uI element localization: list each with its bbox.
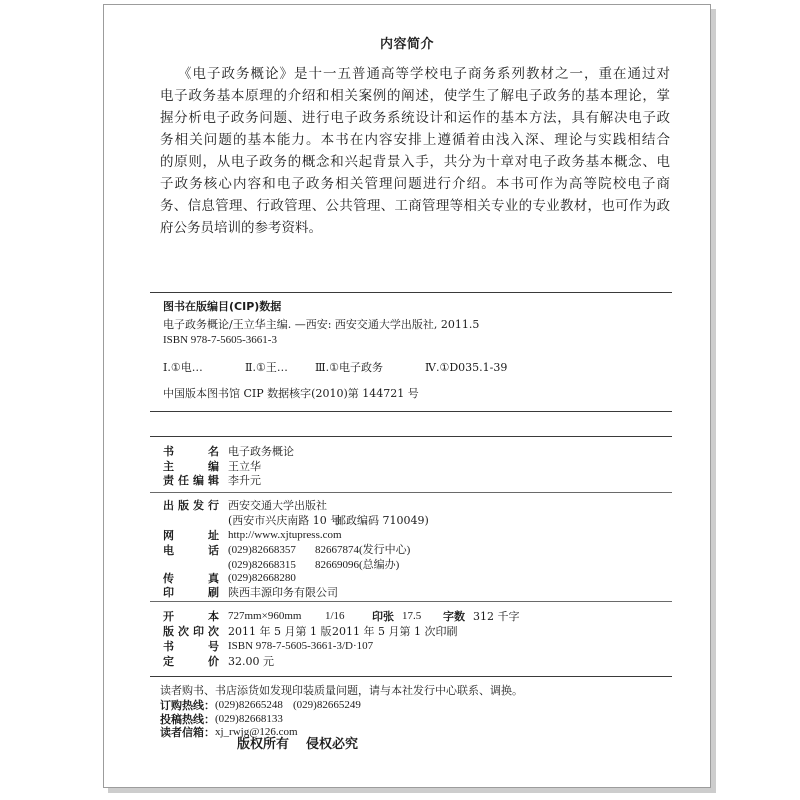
phone-label: 电 话 <box>163 543 219 557</box>
intro-line: 务相关问题的基本能力。本书在内容安排上遵循着由浅入深、理论与实践相结合 <box>160 132 670 148</box>
piracy-notice: 侵权必究 <box>306 736 359 752</box>
format-label: 开 本 <box>163 609 219 623</box>
edition-label: 版次印次 <box>163 624 219 638</box>
format-size: 727mm×960mm <box>228 609 302 622</box>
reader-notice: 读者购书、书店添货如发现印装质量问题，请与本社发行中心联系、调换。 <box>160 683 523 697</box>
cip-heading: 图书在版编目(CIP)数据 <box>163 300 282 313</box>
intro-line: 《电子政务概论》是十一五普通高等学校电子商务系列教材之一，重在通过对 <box>178 66 670 82</box>
cip-class-1: Ⅰ.①电… <box>163 361 203 374</box>
order-hotline-label: 订购热线： <box>160 698 215 712</box>
managing-editor-label: 责任编辑 <box>163 473 219 487</box>
cip-bottom-rule <box>150 411 672 412</box>
title-label: 书 名 <box>163 444 219 458</box>
sheets-value: 17.5 <box>402 609 422 622</box>
intro-title: 内容简介 <box>379 37 434 52</box>
title-value: 电子政务概论 <box>228 444 294 458</box>
cip-top-rule <box>150 292 672 293</box>
phone-value: 82667874(发行中心) <box>315 543 411 556</box>
copyright-notice: 版权所有 <box>237 736 290 752</box>
reader-mailbox-label: 读者信箱： <box>160 725 215 739</box>
reader-mailbox: xj_rwjg@126.com <box>215 725 298 738</box>
book-number-value: ISBN 978-7-5605-3661-3/D·107 <box>228 639 374 652</box>
submission-hotline-phone: (029)82668133 <box>215 712 283 725</box>
edition-value: 2011 年 5 月第 1 版 <box>228 624 332 638</box>
words-label: 字数 <box>443 609 465 623</box>
intro-line: 府公务员培训的参考资料。 <box>160 220 322 236</box>
order-hotline-phone: (029)82665248 <box>215 698 283 711</box>
intro-line: 子政务核心内容和电子政务相关管理问题进行介绍。本书可作为高等院校电子商 <box>160 176 670 192</box>
price-value: 32.00 元 <box>228 654 274 668</box>
printing-value: 2011 年 5 月第 1 次印刷 <box>332 624 458 638</box>
price-label: 定 价 <box>163 654 219 668</box>
cip-class-2: Ⅱ.①王… <box>245 361 288 374</box>
website-label: 网 址 <box>163 528 219 542</box>
publisher-postcode: 邮政编码 710049) <box>335 513 429 527</box>
website-value: http://www.xjtupress.com <box>228 528 342 541</box>
cip-isbn: ISBN 978-7-5605-3661-3 <box>163 334 277 346</box>
intro-line: 握分析电子政务问题、进行电子政务系统设计和运作的基本方法，具有解决电子政 <box>160 110 670 126</box>
info-bottom-rule <box>150 676 672 677</box>
publisher-address: (西安市兴庆南路 10 号 <box>228 513 342 527</box>
order-hotline-phone: (029)82665249 <box>293 698 361 711</box>
phone-value: (029)82668357 <box>228 543 296 556</box>
editor-value: 王立华 <box>228 459 261 473</box>
intro-line: 电子政务基本原理的介绍和相关案例的阐述，使学生了解电子政务的基本理论，掌 <box>160 88 670 104</box>
publisher-label: 出版发行 <box>163 498 219 512</box>
submission-hotline-label: 投稿热线： <box>160 712 215 726</box>
cip-class-4: Ⅳ.①D035.1-39 <box>425 361 508 374</box>
editor-label: 主 编 <box>163 459 219 473</box>
format-fold: 1/16 <box>325 609 345 622</box>
info-rule <box>150 492 672 493</box>
intro-line: 的原则，从电子政务的概念和兴起背景入手，共分为十章对电子政务基本概念、电 <box>160 154 670 170</box>
cip-class-3: Ⅲ.①电子政务 <box>315 361 383 374</box>
book-number-label: 书 号 <box>163 639 219 653</box>
cip-record: 中国版本图书馆 CIP 数据核字(2010)第 144721 号 <box>163 387 419 400</box>
phone-value: (029)82668315 <box>228 558 296 571</box>
words-value: 312 千字 <box>473 609 520 623</box>
info-rule <box>150 601 672 602</box>
info-top-rule <box>150 436 672 437</box>
printer-value: 陕西丰源印务有限公司 <box>228 585 338 599</box>
sheets-label: 印张 <box>372 609 394 623</box>
fax-value: (029)82668280 <box>228 571 296 584</box>
publisher-value: 西安交通大学出版社 <box>228 498 327 512</box>
fax-label: 传 真 <box>163 571 219 585</box>
intro-line: 务、信息管理、行政管理、公共管理、工商管理等相关专业的专业教材，也可作为政 <box>160 198 670 214</box>
cip-entry: 电子政务概论/王立华主编. —西安: 西安交通大学出版社, 2011.5 <box>163 318 480 331</box>
printer-label: 印 刷 <box>163 585 219 599</box>
managing-editor-value: 李升元 <box>228 473 261 487</box>
phone-value: 82669096(总编办) <box>315 558 400 571</box>
